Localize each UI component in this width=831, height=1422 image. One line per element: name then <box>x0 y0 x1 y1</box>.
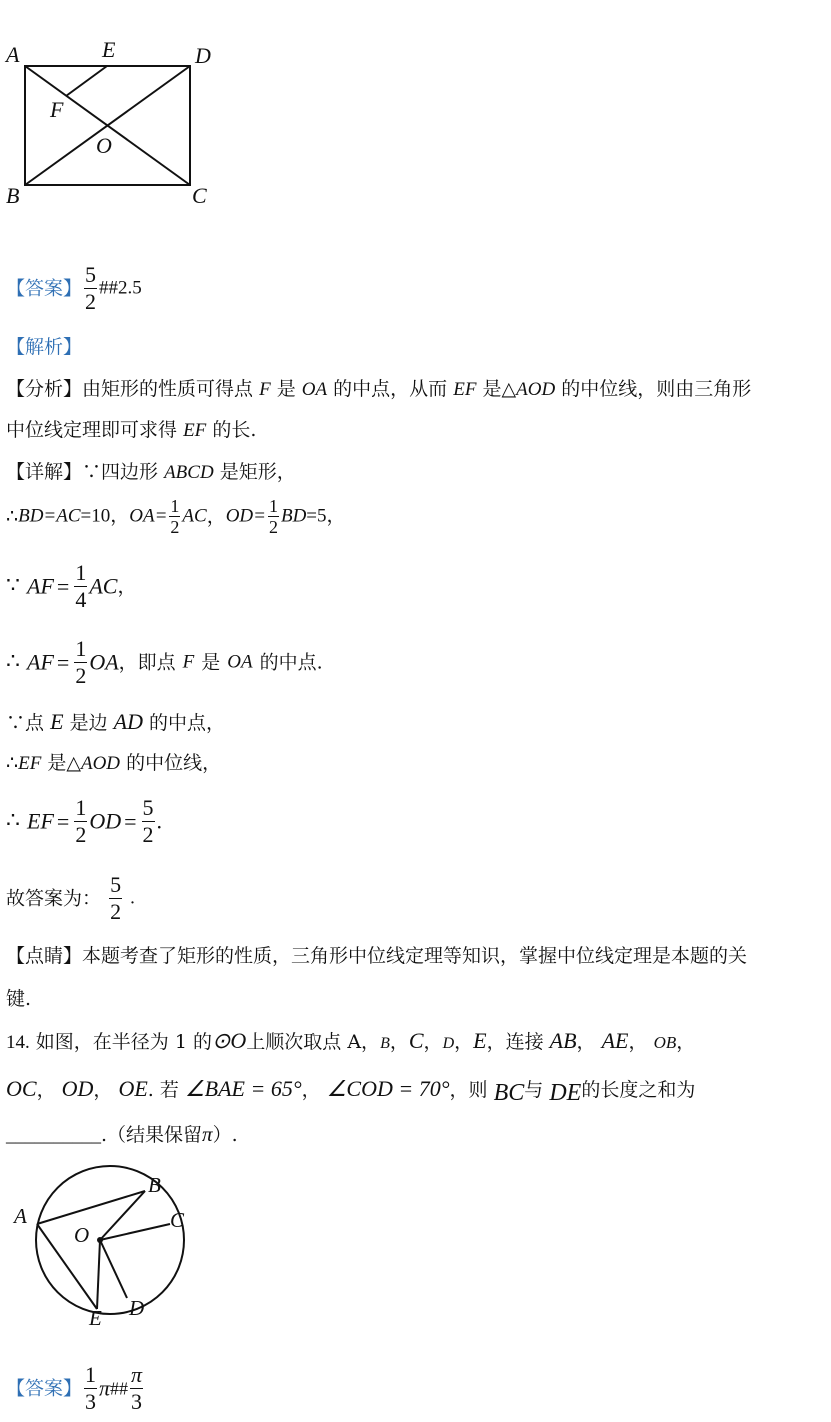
question-14-line-1: 14. 如图，在半径为 1 的⊙O上顺次取点 A，B，C，D，E，连接 AB， AE， OB， <box>6 1028 696 1053</box>
circle-figure <box>0 1160 200 1335</box>
answer-14: 【答案】 $\frac{1}{3}$ π## $\frac{\pi}{3}$ <box>6 1362 143 1414</box>
label-A: A <box>14 1204 27 1228</box>
detail-line-6: ∴EF 是△AOD 的中位线， <box>6 752 222 774</box>
question-14-line-2: OC， OD， OE. 若 ∠BAE = 65°， ∠COD = 70°，则 BC与 DE的长度之和为 <box>6 1076 696 1106</box>
analysis-tag: 【解析】 <box>6 336 83 358</box>
label-B: B <box>148 1173 161 1197</box>
detail-line-7: ∴ EF = $\frac{1}{2}$ OD = $\frac{5}{2}$ . <box>6 795 163 847</box>
comment-line-2: 键. <box>6 988 32 1010</box>
answer-tag: 【答案】 <box>6 277 83 300</box>
label-E: E <box>102 37 116 62</box>
answer-tag: 【答案】 <box>6 1377 83 1400</box>
label-O: O <box>74 1223 90 1247</box>
answer-fraction: $\frac{5}{2}$ <box>85 262 97 314</box>
label-O: O <box>96 133 112 158</box>
rectangle-figure <box>0 30 240 220</box>
center-point <box>97 1237 103 1243</box>
label-B: B <box>6 183 20 208</box>
label-C: C <box>192 183 207 208</box>
detail-line-3: ∵ AF = $\frac{1}{4}$ AC， <box>6 560 137 612</box>
detail-line-8: 故答案为： $\frac{5}{2}$ . <box>6 872 135 924</box>
radius-oc <box>100 1224 170 1240</box>
question-14-line-3: __________.（结果保留π）. <box>6 1122 238 1146</box>
label-E: E <box>89 1306 102 1330</box>
label-F: F <box>50 97 64 122</box>
detail-line-4: ∴ AF = $\frac{1}{2}$ OA，即点 F 是 OA 的中点. <box>6 636 323 688</box>
radius-oe <box>97 1240 100 1309</box>
label-A: A <box>6 42 20 67</box>
label-C: C <box>170 1208 185 1232</box>
detail-line-5: ∵点 E 是边 AD 的中点， <box>6 709 226 734</box>
analysis-paragraph: 【分析】由矩形的性质可得点 F 是 OA 的中点，从而 EF 是△AOD 的中位线，则由三角形 <box>6 378 752 400</box>
label-D: D <box>129 1296 145 1320</box>
answer-alt: ##2.5 <box>99 277 142 299</box>
comment-line-1: 【点睛】本题考查了矩形的性质，三角形中位线定理等知识，掌握中位线定理是本题的关 <box>6 945 748 967</box>
detail-line-2: ∴BD=AC=10，OA= $\frac{1}{2}$ AC，OD= $\frac{1}{2}$ BD=5， <box>6 496 346 537</box>
label-D: D <box>195 43 211 68</box>
answer-blank: __________ <box>6 1125 101 1146</box>
detail-line-1: 【详解】∵四边形 ABCD 是矩形， <box>6 461 296 483</box>
circle-o <box>36 1166 184 1314</box>
answer-13 <box>6 262 142 315</box>
segment-ef <box>66 66 107 96</box>
radius-od <box>100 1240 127 1298</box>
analysis-paragraph-line2: 中位线定理即可求得 EF 的长. <box>6 419 257 441</box>
